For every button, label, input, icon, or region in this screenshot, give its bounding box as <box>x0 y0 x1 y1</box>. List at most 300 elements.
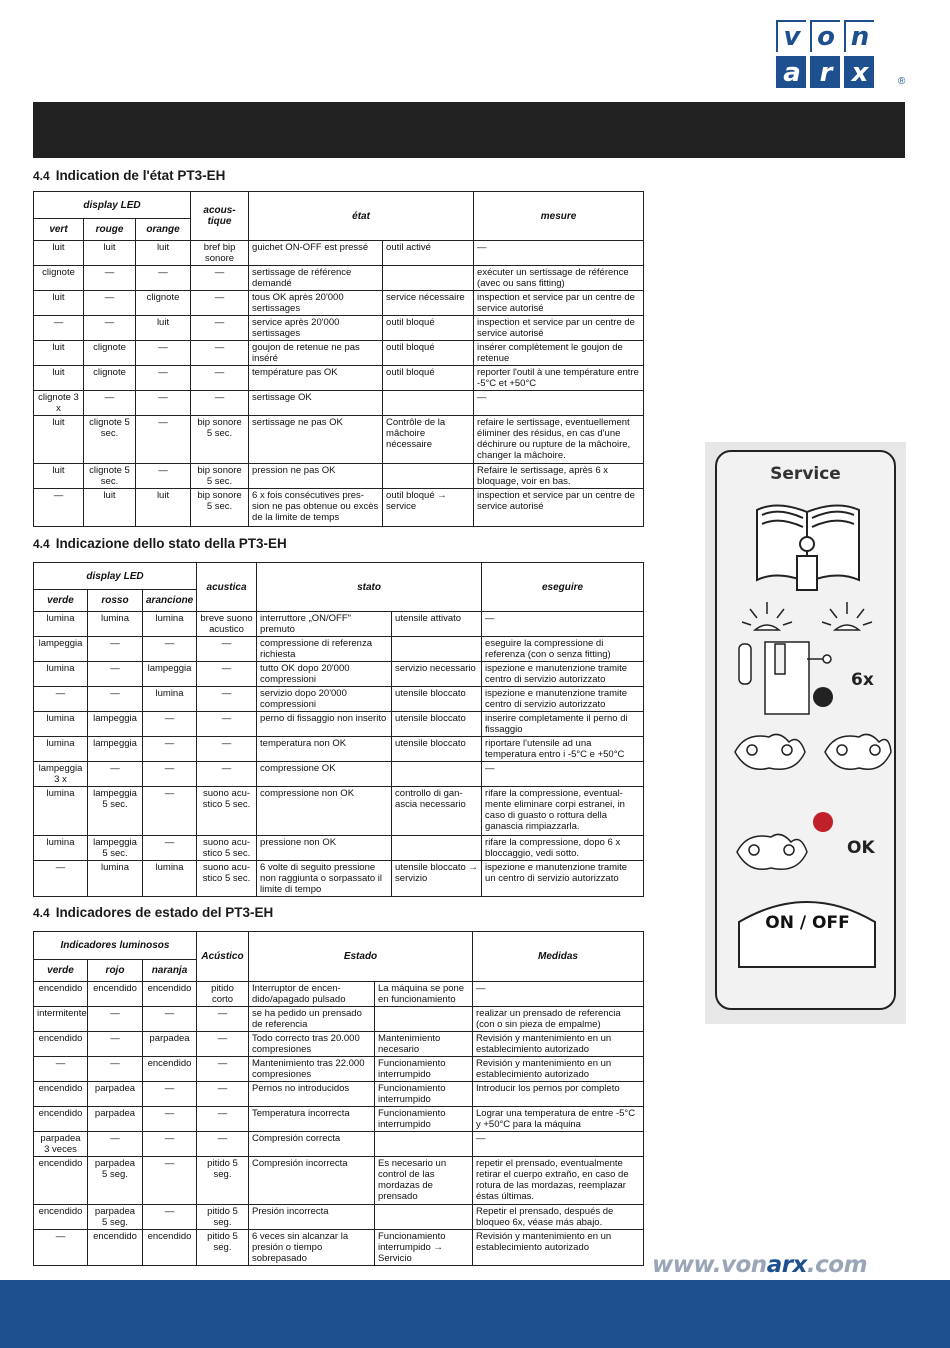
header-led-2: rojo <box>88 960 143 982</box>
tool-state-cell: Funcionamiento interrumpido <box>375 1057 473 1082</box>
tool-state-cell: outil bloqué <box>383 341 474 366</box>
acoustic-cell: — <box>191 266 249 291</box>
section-title-text: Indicazione dello stato della PT3-EH <box>55 536 287 551</box>
led-red-icon <box>813 812 833 832</box>
measure-cell: Introducir los pernos por completo <box>473 1082 644 1107</box>
acoustic-cell: suono acu-stico 5 sec. <box>197 861 257 897</box>
logo-letter: a <box>776 56 806 88</box>
acoustic-cell: — <box>197 762 257 787</box>
service-illustration-panel <box>705 442 906 1024</box>
measure-cell: rifare la compressione, dopo 6 x bloccaggio, vedi sotto. <box>482 836 644 861</box>
table-row <box>34 1107 644 1132</box>
table-row <box>34 787 644 836</box>
table-row <box>34 464 644 489</box>
led-red-cell: luit <box>84 241 136 266</box>
table-row <box>34 266 644 291</box>
measure-cell: eseguire la compressione di referenza (con o senza fitting) <box>482 637 644 662</box>
led-red-cell: — <box>88 1057 143 1082</box>
measure-cell: inspection et service par un centre de service autorisé <box>474 316 644 341</box>
acoustic-cell: — <box>197 712 257 737</box>
led-green-cell: clignote 3 x <box>34 391 84 416</box>
table-row <box>34 836 644 861</box>
measure-cell: inserire completamente il perno di fissaggio <box>482 712 644 737</box>
led-red-cell: parpadea 5 seg. <box>88 1205 143 1230</box>
tool-state-cell <box>383 391 474 416</box>
led-red-cell: encendido <box>88 1230 143 1266</box>
section-number: 4.4 <box>33 537 50 551</box>
state-cell: goujon de retenue ne pas inséré <box>249 341 383 366</box>
table-row <box>34 366 644 391</box>
onoff-button-icon <box>739 902 875 967</box>
header-led-3: arancione <box>143 590 197 612</box>
vonarx-logo <box>776 20 908 90</box>
table-row <box>34 489 644 527</box>
acoustic-cell: — <box>191 316 249 341</box>
header-led-2: rouge <box>84 219 136 241</box>
led-green-cell: lumina <box>34 612 88 637</box>
acoustic-cell: — <box>197 1032 249 1057</box>
state-cell: Interruptor de encen-dido/apagado pulsado <box>249 982 375 1007</box>
led-orange-cell: — <box>143 712 197 737</box>
table-row <box>34 687 644 712</box>
measure-cell: exécuter un sertissage de référence (avec ou sans fitting) <box>474 266 644 291</box>
led-red-cell: lampeggia 5 sec. <box>88 836 143 861</box>
tool-state-cell: utensile bloccato <box>392 712 482 737</box>
logo-letter: o <box>810 20 840 52</box>
led-green-cell: lumina <box>34 787 88 836</box>
tool-state-cell: Es necesario un control de las mordazas de prensado <box>375 1157 473 1205</box>
state-cell: Compresión correcta <box>249 1132 375 1157</box>
state-cell: 6 x fois consécutives pres-sion ne pas obtenue ou excès de la limite de temps <box>249 489 383 527</box>
header-led-3: naranja <box>143 960 197 982</box>
state-cell: pressione non OK <box>257 836 392 861</box>
status-table-it <box>33 562 644 897</box>
tool-state-cell: outil activé <box>383 241 474 266</box>
tool-state-cell: utensile bloccato <box>392 687 482 712</box>
led-dark-icon <box>813 687 833 707</box>
state-cell: Presión incorrecta <box>249 1205 375 1230</box>
acoustic-cell: breve suono acustico <box>197 612 257 637</box>
acoustic-cell: suono acu-stico 5 sec. <box>197 787 257 836</box>
table-row <box>34 861 644 897</box>
measure-cell: — <box>482 612 644 637</box>
led-green-cell: luit <box>34 416 84 464</box>
state-cell: se ha pedido un prensado de referencia <box>249 1007 375 1032</box>
tool-state-cell: Mantenimiento necesario <box>375 1032 473 1057</box>
led-orange-cell: — <box>143 1107 197 1132</box>
tool-state-cell: La máquina se pone en funcionamiento <box>375 982 473 1007</box>
table-row <box>34 1157 644 1205</box>
state-cell: 6 veces sin alcanzar la presión o tiempo sobrepasado <box>249 1230 375 1266</box>
led-orange-cell: — <box>136 416 191 464</box>
led-orange-cell: — <box>136 464 191 489</box>
header-led-group: display LED <box>34 192 191 219</box>
table-row <box>34 1132 644 1157</box>
measure-cell: — <box>473 1132 644 1157</box>
led-orange-cell: encendido <box>143 982 197 1007</box>
measure-cell: — <box>474 391 644 416</box>
led-red-cell: — <box>88 1032 143 1057</box>
section-number: 4.4 <box>33 906 50 920</box>
service-label: Service <box>770 464 841 484</box>
status-table-es <box>33 931 644 1266</box>
measure-cell: inspection et service par un centre de service autorisé <box>474 489 644 527</box>
table-row <box>34 1230 644 1266</box>
logo-letter: r <box>810 56 840 88</box>
tool-state-cell <box>392 637 482 662</box>
acoustic-cell: pitido 5 seg. <box>197 1205 249 1230</box>
led-orange-cell: — <box>143 1157 197 1205</box>
tool-state-cell: Funcionamiento interrumpido <box>375 1082 473 1107</box>
logo-top-row <box>776 20 908 52</box>
header-led-group: display LED <box>34 563 197 590</box>
acoustic-cell: pitido 5 seg. <box>197 1157 249 1205</box>
measure-cell: inspection et service par un centre de service autorisé <box>474 291 644 316</box>
url-part: www.von <box>652 1252 767 1278</box>
logo-letter: x <box>844 56 874 88</box>
led-red-cell: encendido <box>88 982 143 1007</box>
state-cell: Todo correcto tras 20.000 compresiones <box>249 1032 375 1057</box>
led-orange-cell: — <box>143 1007 197 1032</box>
header-led-1: vert <box>34 219 84 241</box>
table-row <box>34 341 644 366</box>
header-acoustic: Acústico <box>197 932 249 982</box>
press-jaw-icon <box>735 734 891 769</box>
led-green-cell: lampeggia 3 x <box>34 762 88 787</box>
table-row <box>34 1057 644 1082</box>
acoustic-cell: bip sonore 5 sec. <box>191 416 249 464</box>
led-green-cell: — <box>34 1057 88 1082</box>
led-orange-cell: parpadea <box>143 1032 197 1057</box>
state-cell: température pas OK <box>249 366 383 391</box>
led-red-cell: — <box>84 391 136 416</box>
header-led-group: Indicadores luminosos <box>34 932 197 960</box>
tool-state-cell <box>375 1007 473 1032</box>
led-orange-cell: — <box>143 1205 197 1230</box>
onoff-label: ON / OFF <box>765 913 850 933</box>
info-book-icon <box>757 505 859 590</box>
header-acoustic: acous-tique <box>191 192 249 241</box>
press-jaw-ok-icon <box>737 834 807 869</box>
led-red-cell: lampeggia <box>88 712 143 737</box>
led-green-cell: encendido <box>34 1032 88 1057</box>
measure-cell: refaire le sertissage, eventuellement éliminer des résidus, en cas d'une déchirure ou rupture de la mâchoire, changer la mâchoire. <box>474 416 644 464</box>
table-row <box>34 662 644 687</box>
state-cell: compressione di referenza richiesta <box>257 637 392 662</box>
section-title-fr <box>33 168 225 183</box>
tool-state-cell: outil bloqué <box>383 366 474 391</box>
led-green-cell: luit <box>34 341 84 366</box>
tool-state-cell: servizio necessario <box>392 662 482 687</box>
led-red-cell: — <box>84 266 136 291</box>
state-cell: perno di fissaggio non inserito <box>257 712 392 737</box>
led-green-cell: — <box>34 489 84 527</box>
section-title-text: Indicadores de estado del PT3-EH <box>55 905 274 920</box>
ok-label: OK <box>847 838 875 858</box>
state-cell: compressione non OK <box>257 787 392 836</box>
led-orange-cell: — <box>143 787 197 836</box>
acoustic-cell: bref bip sonore <box>191 241 249 266</box>
tool-state-cell: controllo di gan-ascia necessario <box>392 787 482 836</box>
led-red-cell: clignote <box>84 341 136 366</box>
led-orange-cell: — <box>143 836 197 861</box>
measure-cell: repetir el prensado, eventualmente retirar el cuerpo extraño, en caso de rotura de las mordazas, reemplazar éstas últimas. <box>473 1157 644 1205</box>
website-url[interactable] <box>652 1252 867 1278</box>
led-red-cell: parpadea <box>88 1082 143 1107</box>
measure-cell: Repetir el prensado, después de bloqueo 6x, véase más abajo. <box>473 1205 644 1230</box>
led-red-cell: — <box>84 291 136 316</box>
table-row <box>34 982 644 1007</box>
measure-cell: Lograr una temperatura de entre -5°C y +50°C para la máquina <box>473 1107 644 1132</box>
tool-state-cell: utensile bloccato → servizio <box>392 861 482 897</box>
header-measure: Medidas <box>473 932 644 982</box>
acoustic-cell: — <box>191 291 249 316</box>
header-bar <box>33 102 905 158</box>
acoustic-cell: suono acu-stico 5 sec. <box>197 836 257 861</box>
led-green-cell: encendido <box>34 1205 88 1230</box>
measure-cell: ispezione e manutenzione tramite centro di servizio autorizzato <box>482 662 644 687</box>
led-orange-cell: lampeggia <box>143 662 197 687</box>
table-row <box>34 416 644 464</box>
tool-state-cell <box>392 836 482 861</box>
url-part: .com <box>806 1252 868 1278</box>
measure-cell: Revisión y mantenimiento en un establecimiento autorizado <box>473 1057 644 1082</box>
led-green-cell: encendido <box>34 1157 88 1205</box>
acoustic-cell: — <box>191 391 249 416</box>
measure-cell: realizar un prensado de referencia (con o sin pieza de empalme) <box>473 1007 644 1032</box>
led-green-cell: luit <box>34 241 84 266</box>
led-green-cell: luit <box>34 291 84 316</box>
led-orange-cell: luit <box>136 489 191 527</box>
section-title-it <box>33 536 287 551</box>
led-red-cell: lampeggia <box>88 737 143 762</box>
led-orange-cell: — <box>143 737 197 762</box>
led-rays-icon <box>742 602 872 630</box>
logo-letter: v <box>776 20 806 52</box>
header-led-3: orange <box>136 219 191 241</box>
acoustic-cell: — <box>191 341 249 366</box>
led-orange-cell: luit <box>136 241 191 266</box>
state-cell: service après 20'000 sertissages <box>249 316 383 341</box>
led-green-cell: lampeggia <box>34 637 88 662</box>
tool-state-cell: outil bloqué → service <box>383 489 474 527</box>
state-cell: Pernos no introducidos <box>249 1082 375 1107</box>
header-acoustic: acustica <box>197 563 257 612</box>
tool-state-cell: Funcionamiento interrumpido <box>375 1107 473 1132</box>
section-title-text: Indication de l'état PT3-EH <box>55 168 226 183</box>
table-row <box>34 737 644 762</box>
measure-cell: riportare l'utensile ad una temperatura entro i -5°C e +50°C <box>482 737 644 762</box>
tool-state-cell: service nécessaire <box>383 291 474 316</box>
tool-state-cell: outil bloqué <box>383 316 474 341</box>
acoustic-cell: — <box>197 1007 249 1032</box>
led-green-cell: lumina <box>34 712 88 737</box>
led-red-cell: clignote 5 sec. <box>84 416 136 464</box>
acoustic-cell: — <box>197 1132 249 1157</box>
six-x-label: 6x <box>851 670 874 690</box>
state-cell: pression ne pas OK <box>249 464 383 489</box>
led-green-cell: lumina <box>34 836 88 861</box>
led-green-cell: — <box>34 861 88 897</box>
table-row <box>34 612 644 637</box>
measure-cell: ispezione e manutenzione tramite un centro di servizio autorizzato <box>482 861 644 897</box>
state-cell: interruttore „ON/OFF" premuto <box>257 612 392 637</box>
header-led-1: verde <box>34 590 88 612</box>
state-cell: sertissage de référence demandé <box>249 266 383 291</box>
url-part: arx <box>766 1252 807 1278</box>
led-green-cell: encendido <box>34 1082 88 1107</box>
led-red-cell: — <box>88 662 143 687</box>
acoustic-cell: — <box>197 1107 249 1132</box>
led-green-cell: intermitente <box>34 1007 88 1032</box>
led-green-cell: lumina <box>34 737 88 762</box>
led-orange-cell: lumina <box>143 687 197 712</box>
measure-cell: — <box>482 762 644 787</box>
led-orange-cell: — <box>136 366 191 391</box>
tool-state-cell: Contrôle de la mâchoire nécessaire <box>383 416 474 464</box>
measure-cell: — <box>473 982 644 1007</box>
led-red-cell: lumina <box>88 612 143 637</box>
led-red-cell: luit <box>84 489 136 527</box>
table-row <box>34 316 644 341</box>
table-row <box>34 291 644 316</box>
state-cell: Temperatura incorrecta <box>249 1107 375 1132</box>
led-orange-cell: — <box>143 762 197 787</box>
header-state: Estado <box>249 932 473 982</box>
led-green-cell: — <box>34 1230 88 1266</box>
state-cell: tutto OK dopo 20'000 compressioni <box>257 662 392 687</box>
led-green-cell: encendido <box>34 982 88 1007</box>
measure-cell: rifare la compressione, eventual-mente eliminare corpi estranei, in caso di guasto o rottura della ganascia rimpiazzarla. <box>482 787 644 836</box>
state-cell: guichet ON-OFF est pressé <box>249 241 383 266</box>
led-orange-cell: luit <box>136 316 191 341</box>
table-row <box>34 1007 644 1032</box>
tool-state-cell: utensile attivato <box>392 612 482 637</box>
header-measure: mesure <box>474 192 644 241</box>
measure-cell: Revisión y mantenimiento en un establecimiento autorizado <box>473 1230 644 1266</box>
acoustic-cell: — <box>191 366 249 391</box>
led-orange-cell: encendido <box>143 1057 197 1082</box>
measure-cell: — <box>474 241 644 266</box>
acoustic-cell: pitido corto <box>197 982 249 1007</box>
table-row <box>34 241 644 266</box>
led-orange-cell: — <box>143 637 197 662</box>
table-row <box>34 637 644 662</box>
measure-cell: reporter l'outil à une température entre -5°C et +50°C <box>474 366 644 391</box>
tool-state-cell <box>383 464 474 489</box>
led-green-cell: luit <box>34 366 84 391</box>
acoustic-cell: — <box>197 1057 249 1082</box>
status-table-fr <box>33 191 644 527</box>
table-row <box>34 712 644 737</box>
led-green-cell: parpadea 3 veces <box>34 1132 88 1157</box>
led-orange-cell: — <box>143 1132 197 1157</box>
tool-state-cell <box>383 266 474 291</box>
led-orange-cell: — <box>136 341 191 366</box>
led-green-cell: lumina <box>34 662 88 687</box>
led-orange-cell: lumina <box>143 612 197 637</box>
led-red-cell: parpadea 5 seg. <box>88 1157 143 1205</box>
led-red-cell: — <box>88 687 143 712</box>
led-green-cell: — <box>34 316 84 341</box>
state-cell: Compresión incorrecta <box>249 1157 375 1205</box>
led-green-cell: — <box>34 687 88 712</box>
state-cell: 6 volte di seguito pressione non raggiunta o sorpassato il limite di tempo <box>257 861 392 897</box>
acoustic-cell: — <box>197 737 257 762</box>
acoustic-cell: — <box>197 662 257 687</box>
acoustic-cell: — <box>197 637 257 662</box>
led-red-cell: clignote 5 sec. <box>84 464 136 489</box>
led-red-cell: — <box>88 637 143 662</box>
tool-state-cell <box>375 1132 473 1157</box>
state-cell: sertissage ne pas OK <box>249 416 383 464</box>
acoustic-cell: bip sonore 5 sec. <box>191 489 249 527</box>
led-orange-cell: encendido <box>143 1230 197 1266</box>
table-row <box>34 1205 644 1230</box>
measure-cell: Revisión y mantenimiento en un establecimiento autorizado <box>473 1032 644 1057</box>
led-green-cell: luit <box>34 464 84 489</box>
logo-letter: n <box>844 20 874 52</box>
header-led-2: rosso <box>88 590 143 612</box>
table-row <box>34 1032 644 1057</box>
led-red-cell: lampeggia 5 sec. <box>88 787 143 836</box>
header-state: état <box>249 192 474 241</box>
led-orange-cell: — <box>136 391 191 416</box>
footer-bar <box>0 1280 950 1348</box>
led-orange-cell: — <box>136 266 191 291</box>
led-orange-cell: — <box>143 1082 197 1107</box>
registered-mark: ® <box>898 76 906 87</box>
led-orange-cell: clignote <box>136 291 191 316</box>
led-red-cell: — <box>88 1007 143 1032</box>
led-green-cell: clignote <box>34 266 84 291</box>
state-cell: tous OK après 20'000 sertissages <box>249 291 383 316</box>
state-cell: compressione OK <box>257 762 392 787</box>
tool-state-cell: utensile bloccato <box>392 737 482 762</box>
state-cell: servizio dopo 20'000 compressioni <box>257 687 392 712</box>
led-red-cell: — <box>88 762 143 787</box>
header-state: stato <box>257 563 482 612</box>
led-red-cell: — <box>84 316 136 341</box>
header-led-1: verde <box>34 960 88 982</box>
table-row <box>34 1082 644 1107</box>
service-card <box>715 450 896 1010</box>
tool-state-cell: Funcionamiento interrumpido → Servicio <box>375 1230 473 1266</box>
measure-cell: ispezione e manutenzione tramite centro di servizio autorizzato <box>482 687 644 712</box>
table-row <box>34 762 644 787</box>
led-orange-cell: lumina <box>143 861 197 897</box>
acoustic-cell: — <box>197 687 257 712</box>
tool-state-cell <box>392 762 482 787</box>
logo-bottom-row <box>776 56 908 88</box>
state-cell: Mantenimiento tras 22.000 compresiones <box>249 1057 375 1082</box>
acoustic-cell: bip sonore 5 sec. <box>191 464 249 489</box>
acoustic-cell: pitido 5 seg. <box>197 1230 249 1266</box>
section-number: 4.4 <box>33 169 50 183</box>
acoustic-cell: — <box>197 1082 249 1107</box>
led-red-cell: parpadea <box>88 1107 143 1132</box>
tool-state-cell <box>375 1205 473 1230</box>
measure-cell: Refaire le sertissage, après 6 x bloquage, voir en bas. <box>474 464 644 489</box>
led-green-cell: encendido <box>34 1107 88 1132</box>
state-cell: sertissage OK <box>249 391 383 416</box>
header-measure: eseguire <box>482 563 644 612</box>
led-red-cell: clignote <box>84 366 136 391</box>
led-red-cell: — <box>88 1132 143 1157</box>
state-cell: temperatura non OK <box>257 737 392 762</box>
measure-cell: insérer complètement le goujon de retenue <box>474 341 644 366</box>
table-row <box>34 391 644 416</box>
